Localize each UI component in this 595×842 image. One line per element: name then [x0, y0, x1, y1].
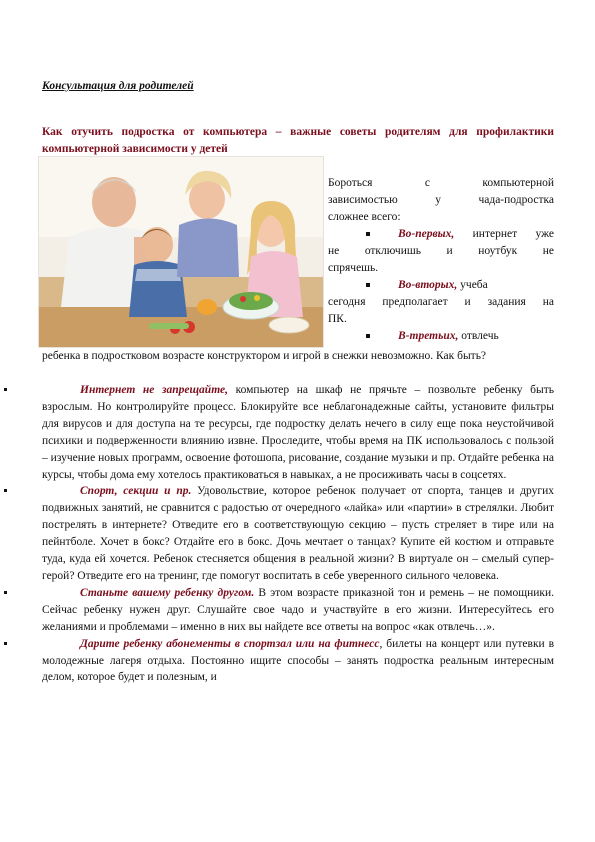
intro-line-3: сложнее всего:: [328, 211, 401, 223]
intro-continuation: ребенка в подростковом возрасте конструктором и игрой в снежки невозможно. Как быть?: [42, 350, 487, 362]
intro-bullet-first: Во-первых, интернет уже: [328, 226, 554, 243]
intro-bullet-second-cont: сегодня предполагает и задания на: [328, 296, 554, 308]
bullet-square-icon: [4, 388, 7, 391]
intro-column: [328, 175, 554, 345]
tips-list: [42, 382, 554, 686]
bullet-square-icon: [4, 489, 7, 492]
intro-bullet-second: Во-вторых, учеба: [328, 277, 554, 294]
bullet-square-icon: [366, 283, 370, 287]
bullet-square-icon: [4, 591, 7, 594]
tip-item: Интернет не запрещайте, компьютер на шкаф не прячьте – позвольте ребенку быть взрослым. Но контролируйте процесс. Блокируйте все неблагонадежные сайты, установите фильтры для вирусов и для доступа на те ресурсы, где подростку делать нечего в силу еще пока неустойчивой психики и подверженности влиянию извне. Проследите, чтобы время на ПК использовалось с пользой – изучение новых программ, освоение фотошопа, рисование, создание музыки и пр. Отдайте ребенка на курсы, чтобы дома ему хотелось практиковаться в навыках, а не просиживать часы в соцсетях.: [42, 382, 554, 483]
bullet-square-icon: [366, 232, 370, 236]
consultation-heading: Консультация для родителей: [42, 80, 194, 92]
intro-bullet-first-end: спрячешь.: [328, 262, 379, 274]
tip-item: Станьте вашему ребенку другом. В этом возрасте приказной тон и ремень – не помощники. Сейчас ребенку нужен друг. Слушайте свое чадо и участвуйте в его жизни. Интересуйтесь его желаниями и проблемами – именно в них вы найдете все ответы на вопрос «как отвлечь…».: [42, 585, 554, 636]
intro-bullet-first-cont: не отключишь и ноутбук не: [328, 245, 555, 257]
family-photo: [38, 156, 324, 348]
intro-line-1: Бороться с компьютерной: [328, 177, 555, 189]
bullet-square-icon: [4, 642, 7, 645]
bullet-square-icon: [366, 334, 370, 338]
intro-line-2: зависимостью у чада-подростка: [328, 194, 554, 206]
tip-item: Спорт, секции и пр. Удовольствие, которое ребенок получает от спорта, танцев и других подвижных занятий, не сравнится с радостью от очередного «лайка» или «партии» в стрелялки. Любит пострелять в интернете? Отведите его в соответствующую секцию – пусть стреляет в тире или на пейнтболе. Хочет в бокс? Отдайте его в бокс. Дочь мечтает о танцах? Купите ей костюм и отправьте туда, куда ей хочется. Ребенок стесняется общения в реальной жизни? В виртуале он – смелый супер-герой? Отведите его на тренинг, где помогут воспитать в себе уверенного сильного человека.: [42, 483, 554, 584]
article-title: Как отучить подростка от компьютера – важные советы родителям для профилактики компьютерной зависимости у детей: [42, 126, 554, 155]
intro-bullet-third: В-третьих, отвлечь: [328, 328, 554, 345]
tip-item: Дарите ребенку абонементы в спортзал или на фитнесс, билеты на концерт или путевки в молодежные лагеря отдыха. Постоянно ищите способы – занять подростка реальным интересным делом, которое будет и полезным, и: [42, 636, 554, 687]
intro-bullet-second-end: ПК.: [328, 313, 347, 325]
